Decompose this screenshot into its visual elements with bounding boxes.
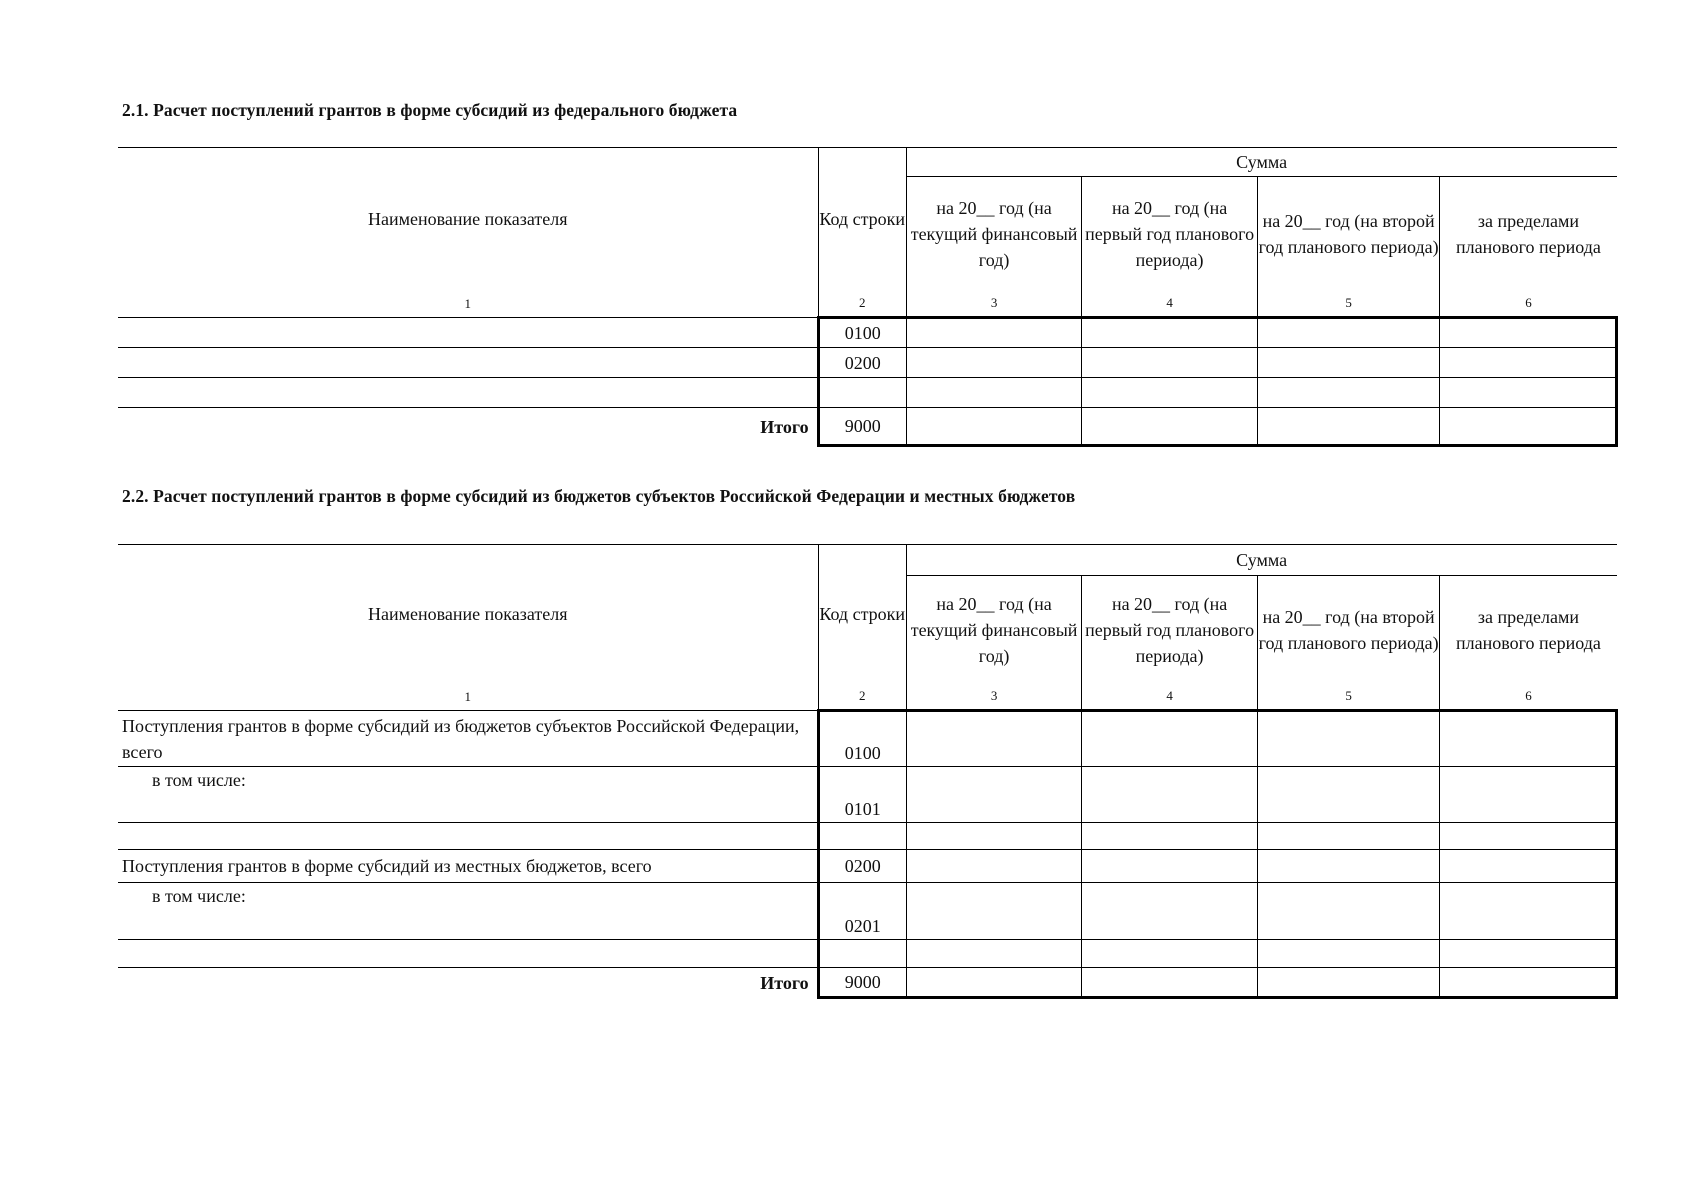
federal-grants-table: [118, 147, 1618, 447]
value-cell[interactable]: [1257, 823, 1440, 850]
total-code: 9000: [818, 408, 906, 446]
total-value-cell[interactable]: [906, 408, 1082, 446]
value-cell[interactable]: [1257, 348, 1440, 378]
value-cell[interactable]: [1082, 767, 1258, 823]
table-row: [118, 711, 1617, 767]
header-name: Наименование показателя: [368, 209, 568, 229]
header-code: Код строки: [818, 545, 906, 684]
table-row: [118, 823, 1617, 850]
value-cell[interactable]: [1082, 940, 1258, 968]
total-label: Итого: [760, 972, 809, 993]
row-code: [818, 378, 906, 408]
value-cell[interactable]: [1440, 318, 1617, 348]
total-value-cell[interactable]: [1440, 968, 1617, 998]
table-row: [118, 883, 1617, 940]
table-row: [118, 378, 1617, 408]
value-cell[interactable]: [1082, 823, 1258, 850]
table-row: [118, 940, 1617, 968]
header-sum: Сумма: [906, 545, 1616, 576]
value-cell[interactable]: [1082, 318, 1258, 348]
row-code: 0200: [818, 850, 906, 883]
header-col5: на 20__ год (на второй год планового периода): [1257, 177, 1440, 291]
col-number: 3: [906, 683, 1082, 711]
regional-grants-table: [118, 544, 1618, 999]
value-cell[interactable]: [1082, 378, 1258, 408]
row-name: [118, 378, 818, 408]
table-row: [118, 767, 1617, 823]
section-title-regional: 2.2. Расчет поступлений грантов в форме субсидий из бюджетов субъектов Российской Федерации и местных бюджетов: [122, 486, 1076, 506]
value-cell[interactable]: [1082, 711, 1258, 767]
column-number-row: [118, 683, 1617, 711]
total-value-cell[interactable]: [1257, 408, 1440, 446]
value-cell[interactable]: [1257, 767, 1440, 823]
col-number: 5: [1257, 290, 1440, 318]
header-col4: на 20__ год (на первый год планового периода): [1082, 177, 1258, 291]
col-number: 4: [1082, 683, 1258, 711]
row-code: 0100: [818, 318, 906, 348]
table-row: [118, 318, 1617, 348]
total-value-cell[interactable]: [1257, 968, 1440, 998]
header-col6: за пределами планового периода: [1440, 177, 1617, 291]
value-cell[interactable]: [1440, 823, 1617, 850]
section-title-federal: 2.1. Расчет поступлений грантов в форме субсидий из федерального бюджета: [122, 100, 738, 120]
value-cell[interactable]: [1082, 883, 1258, 940]
row-name: [118, 823, 818, 850]
total-value-cell[interactable]: [906, 968, 1082, 998]
value-cell[interactable]: [1082, 348, 1258, 378]
value-cell[interactable]: [906, 711, 1082, 767]
col-number: 1: [118, 683, 818, 711]
value-cell[interactable]: [1440, 850, 1617, 883]
value-cell[interactable]: [906, 318, 1082, 348]
row-code: [818, 940, 906, 968]
table-row: [118, 850, 1617, 883]
value-cell[interactable]: [1440, 378, 1617, 408]
total-label: Итого: [760, 416, 809, 437]
row-code: [818, 823, 906, 850]
value-cell[interactable]: [1440, 883, 1617, 940]
row-name: в том числе:: [118, 767, 818, 823]
value-cell[interactable]: [1257, 883, 1440, 940]
value-cell[interactable]: [906, 940, 1082, 968]
col-number: 6: [1440, 683, 1617, 711]
value-cell[interactable]: [906, 883, 1082, 940]
value-cell[interactable]: [906, 850, 1082, 883]
row-code: 0100: [818, 711, 906, 767]
row-name: [118, 940, 818, 968]
value-cell[interactable]: [1440, 940, 1617, 968]
value-cell[interactable]: [1440, 711, 1617, 767]
total-row: [118, 408, 1617, 446]
row-name: Поступления грантов в форме субсидий из местных бюджетов, всего: [118, 850, 818, 883]
total-code: 9000: [818, 968, 906, 998]
col-number: 1: [118, 290, 818, 318]
value-cell[interactable]: [1257, 318, 1440, 348]
value-cell[interactable]: [906, 823, 1082, 850]
value-cell[interactable]: [906, 348, 1082, 378]
header-name: Наименование показателя: [368, 604, 568, 624]
value-cell[interactable]: [1257, 940, 1440, 968]
header-code: Код строки: [818, 148, 906, 291]
value-cell[interactable]: [906, 767, 1082, 823]
value-cell[interactable]: [1440, 348, 1617, 378]
row-code: 0201: [818, 883, 906, 940]
value-cell[interactable]: [1257, 850, 1440, 883]
value-cell[interactable]: [1257, 711, 1440, 767]
col-number: 6: [1440, 290, 1617, 318]
total-value-cell[interactable]: [1082, 968, 1258, 998]
value-cell[interactable]: [906, 378, 1082, 408]
row-code: 0200: [818, 348, 906, 378]
col-number: 2: [818, 683, 906, 711]
value-cell[interactable]: [1440, 767, 1617, 823]
total-value-cell[interactable]: [1082, 408, 1258, 446]
row-name: в том числе:: [118, 883, 818, 940]
header-col3: на 20__ год (на текущий финансовый год): [906, 177, 1082, 291]
col-number: 2: [818, 290, 906, 318]
header-col3: на 20__ год (на текущий финансовый год): [906, 576, 1082, 684]
header-col4: на 20__ год (на первый год планового периода): [1082, 576, 1258, 684]
value-cell[interactable]: [1082, 850, 1258, 883]
row-code: 0101: [818, 767, 906, 823]
row-name: [118, 348, 818, 378]
column-number-row: [118, 290, 1617, 318]
col-number: 3: [906, 290, 1082, 318]
header-sum: Сумма: [906, 148, 1616, 177]
header-col5: на 20__ год (на второй год планового периода): [1257, 576, 1440, 684]
row-name: [118, 318, 818, 348]
row-name: Поступления грантов в форме субсидий из бюджетов субъектов Российской Федерации, всего: [118, 711, 818, 767]
total-value-cell[interactable]: [1440, 408, 1617, 446]
col-number: 5: [1257, 683, 1440, 711]
table-header-row: [118, 545, 1617, 576]
table-row: [118, 348, 1617, 378]
col-number: 4: [1082, 290, 1258, 318]
header-col6: за пределами планового периода: [1440, 576, 1617, 684]
value-cell[interactable]: [1257, 378, 1440, 408]
table-header-row: [118, 148, 1617, 177]
total-row: [118, 968, 1617, 998]
